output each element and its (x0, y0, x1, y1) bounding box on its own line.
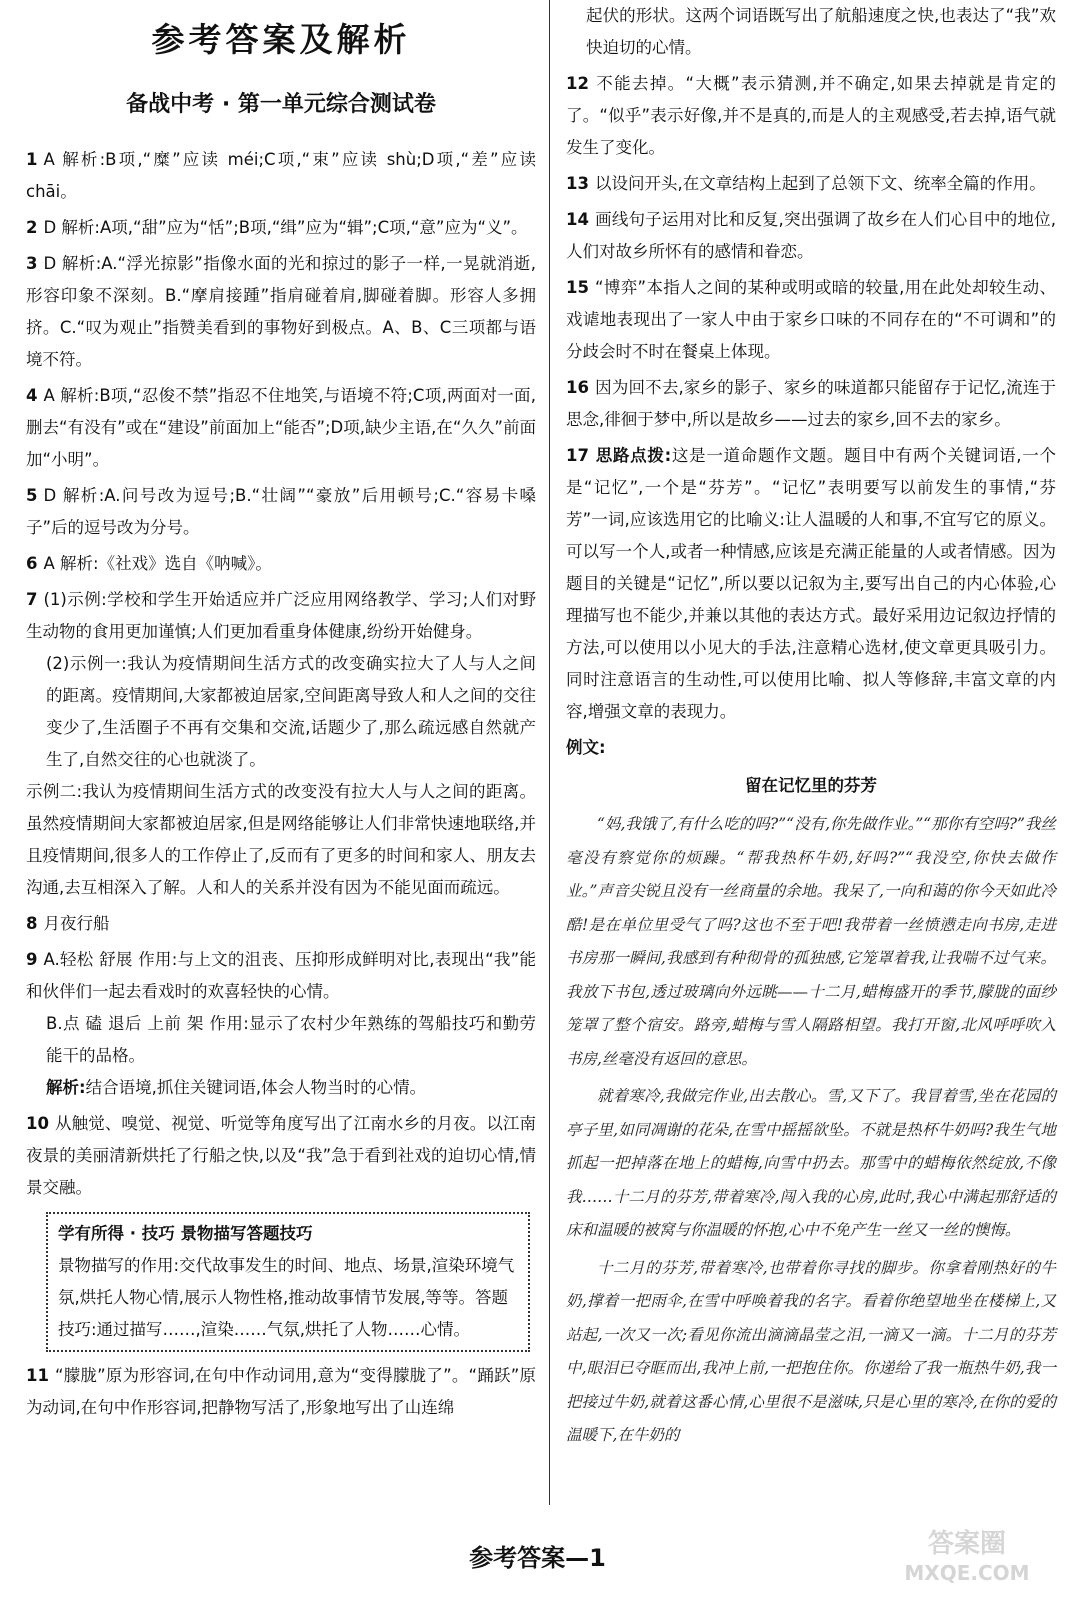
answer-3: 3 D 解析:A.“浮光掠影”指像水面的光和掠过的影子一样,一晃就消逝,形容印象不深刻。B.“摩肩接踵”指肩碰着肩,脚碰着脚。形容人多拥挤。C.“叹为观止”指赞美看到的事物好到极点。A、B、C三项都与语境不符。 (26, 254, 536, 369)
watermark-url: MXQE.COM (904, 1561, 1030, 1585)
answer-13: 13 以设问开头,在文章结构上起到了总领下文、统率全篇的作用。 (566, 174, 1046, 193)
watermark-logo (877, 1520, 1057, 1590)
answer-14: 14 画线句子运用对比和反复,突出强调了故乡在人们心目中的地位,人们对故乡所怀有的感情和眷恋。 (566, 210, 1056, 261)
essay-label: 例文: (566, 738, 606, 757)
answer-6: 6 A 解析:《社戏》选自《呐喊》。 (26, 554, 272, 573)
answer-2: 2 D 解析:A项,“甜”应为“恬”;B项,“缉”应为“辑”;C项,“意”应为“义”。 (26, 218, 528, 237)
answer-8: 8 月夜行船 (26, 914, 110, 933)
watermark-text: 答案圈 (927, 1529, 1007, 1559)
answer-9-part-b: B.点 磕 退后 上前 架 作用:显示了农村少年熟练的驾船技巧和勤劳能干的品格。 (46, 1014, 536, 1065)
essay-title: 留在记忆里的芬芳 (745, 776, 877, 795)
answer-1: 1 A 解析:B项,“糜”应读 méi;C项,“束”应读 shù;D项,“差”应读 chāi。 (26, 150, 536, 201)
answer-15: 15 “博弈”本指人之间的某种或明或暗的较量,用在此处却较生动、戏谑地表现出了一家人中由于家乡口味的不同存在的“不可调和”的分歧会时不时在餐桌上体现。 (566, 278, 1056, 361)
page-title: 参考答案及解析 (151, 20, 411, 59)
answer-17: 17 思路点拨:这是一道命题作文题。题目中有两个关键词语,一个是“记忆”,一个是“芬芳”。“记忆”表明要写以前发生的事情,“芬芳”一词,应该选用它的比喻义:让人温暖的人和事,不宜写它的原义。可以写一个人,或者一种情感,应该是充满正能量的人或者情感。因为题目的关键是“记忆”,所以要以记叙为主,要写出自己的内心体验,心理描写也不能少,并兼以其他的表达方式。最好采用边记叙边抒情的方法,可以使用以小见大的手法,注意精心选材,使文章更具吸引力。同时注意语言的生动性,可以使用比喻、拟人等修辞,丰富文章的内容,增强文章的表现力。 (566, 446, 1056, 721)
answer-11-continued: 起伏的形状。这两个词语既写出了航船速度之快,也表达了“我”欢快迫切的心情。 (586, 6, 1056, 57)
answer-11: 11 “朦胧”原为形容词,在句中作动词用,意为“变得朦胧了”。“踊跃”原为动词,在句中作形容词,把静物写活了,形象地写出了山连绵 (26, 1366, 536, 1417)
answer-5: 5 D 解析:A.问号改为逗号;B.“壮阔”“豪放”后用顿号;C.“容易卡嗓子”后的逗号改为分号。 (26, 486, 536, 537)
answer-12: 12 不能去掉。“大概”表示猜测,并不确定,如果去掉就是肯定的了。“似乎”表示好像,并不是真的,而是人的主观感受,若去掉,语气就发生了变化。 (566, 74, 1056, 157)
answer-7: 7 (1)示例:学校和学生开始适应并广泛应用网络教学、学习;人们对野生动物的食用更加谨慎;人们更加看重身体健康,纷纷开始健身。 (2)示例一:我认为疫情期间生活方式的改变确实拉大了人与人之间的距离。疫情期间,大家都被迫居家,空间距离导致人和人之间的交往变少了,生活圈子不再有交集和交流,话题少了,那么疏远感自然就产生了,自然交往的心也就淡了。 示例二:我认为疫情期间生活方式的改变没有拉大人与人之间的距离。虽然疫情期间大家都被迫居家,但是网络能够让人们非常快速地联络,并且疫情期间,很多人的工作停止了,反而有了更多的时间和家人、朋友去沟通,去互相深入了解。人和人的关系并没有因为不能见面而疏远。 (26, 584, 536, 904)
column-divider (549, 0, 550, 1505)
answer-9-analysis: 解析:结合语境,抓住关键词语,体会人物当时的心情。 (46, 1078, 427, 1097)
answer-7-part-2: (2)示例一:我认为疫情期间生活方式的改变确实拉大了人与人之间的距离。疫情期间,大家都被迫居家,空间距离导致人和人之间的交往变少了,生活圈子不再有交集和交流,话题少了,那么疏远感自然就产生了,自然交往的心也就淡了。 (46, 654, 536, 769)
essay-paragraph: 就着寒冷,我做完作业,出去散心。雪,又下了。我冒着雪,坐在花园的亭子里,如同凋谢的花朵,在雪中摇摇欲坠。不就是热杯牛奶吗?我生气地抓起一把掉落在地上的蜡梅,向雪中扔去。那雪中的蜡梅依然绽放,不像我……十二月的芬芳,带着寒冷,闯入我的心房,此时,我心中满起那舒适的床和温暖的被窝与你温暖的怀抱,心中不免产生一丝又一丝的懊悔。 (566, 1087, 1056, 1239)
answer-16: 16 因为回不去,家乡的影子、家乡的味道都只能留存于记忆,流连于思念,徘徊于梦中,所以是故乡——过去的家乡,回不去的家乡。 (566, 378, 1056, 429)
tip-title: 学有所得 · 技巧 景物描写答题技巧 (58, 1224, 313, 1243)
answer-10: 10 从触觉、嗅觉、视觉、听觉等角度写出了江南水乡的月夜。以江南夜景的美丽清新烘托了行船之快,以及“我”急于看到社戏的迫切心情,情景交融。 (26, 1114, 536, 1197)
left-column (26, 0, 536, 1540)
essay-paragraph: “妈,我饿了,有什么吃的吗?”“没有,你先做作业。”“那你有空吗?”我丝毫没有察觉你的烦躁。“帮我热杯牛奶,好吗?”“我没空,你快去做作业。”声音尖锐且没有一丝商量的余地。我呆了,一向和蔼的你今天如此冷酷!是在单位里受气了吗?这也不至于吧!我带着一丝愤懑走向书房,走进书房那一瞬间,我感到有种彻骨的孤独感,它笼罩着我,让我喘不过气来。我放下书包,透过玻璃向外远眺——十二月,蜡梅盛开的季节,朦胧的面纱笼罩了整个宿安。路旁,蜡梅与雪人隔路相望。我打开窗,北风呼呼吹入书房,丝毫没有返回的意思。 (566, 815, 1056, 1068)
essay-paragraph: 十二月的芬芳,带着寒冷,也带着你寻找的脚步。你拿着刚热好的牛奶,撑着一把雨伞,在雪中呼唤着我的名字。看着你绝望地坐在楼梯上,又站起,一次又一次;看见你流出滴滴晶莹之泪,一滴又一滴。十二月的芬芳中,眼泪已夺眶而出,我冲上前,一把抱住你。你递给了我一瓶热牛奶,我一把接过牛奶,就着这番心情,心里很不是滋味,只是心里的寒冷,在你的爱的温暖下,在牛奶的 (566, 1258, 1056, 1444)
tip-box (46, 1212, 530, 1352)
answer-4: 4 A 解析:B项,“忍俊不禁”指忍不住地笑,与语境不符;C项,两面对一面,删去“有没有”或在“建设”前面加上“能否”;D项,缺少主语,在“久久”前面加“小明”。 (26, 386, 536, 469)
answer-9: 9 A.轻松 舒展 作用:与上文的沮丧、压抑形成鲜明对比,表现出“我”能和伙伴们一起去看戏时的欢喜轻快的心情。 B.点 磕 退后 上前 架 作用:显示了农村少年熟练的驾船技巧和勤劳能干的品格。 解析:结合语境,抓住关键词语,体会人物当时的心情。 (26, 944, 536, 1104)
answer-7-part-3: 示例二:我认为疫情期间生活方式的改变没有拉大人与人之间的距离。虽然疫情期间大家都被迫居家,但是网络能够让人们非常快速地联络,并且疫情期间,很多人的工作停止了,反而有了更多的时间和家人、朋友去沟通,去互相深入了解。人和人的关系并没有因为不能见面而疏远。 (26, 782, 536, 897)
section-title: 备战中考 · 第一单元综合测试卷 (126, 92, 436, 117)
right-column (566, 0, 1056, 1540)
tip-text: 景物描写的作用:交代故事发生的时间、地点、场景,渲染环境气氛,烘托人物心情,展示人物性格,推动故事情节发展,等等。答题技巧:通过描写……,渲染……气氛,烘托了人物……心情。 (58, 1256, 515, 1339)
page-footer: 参考答案—1 (469, 1544, 606, 1572)
